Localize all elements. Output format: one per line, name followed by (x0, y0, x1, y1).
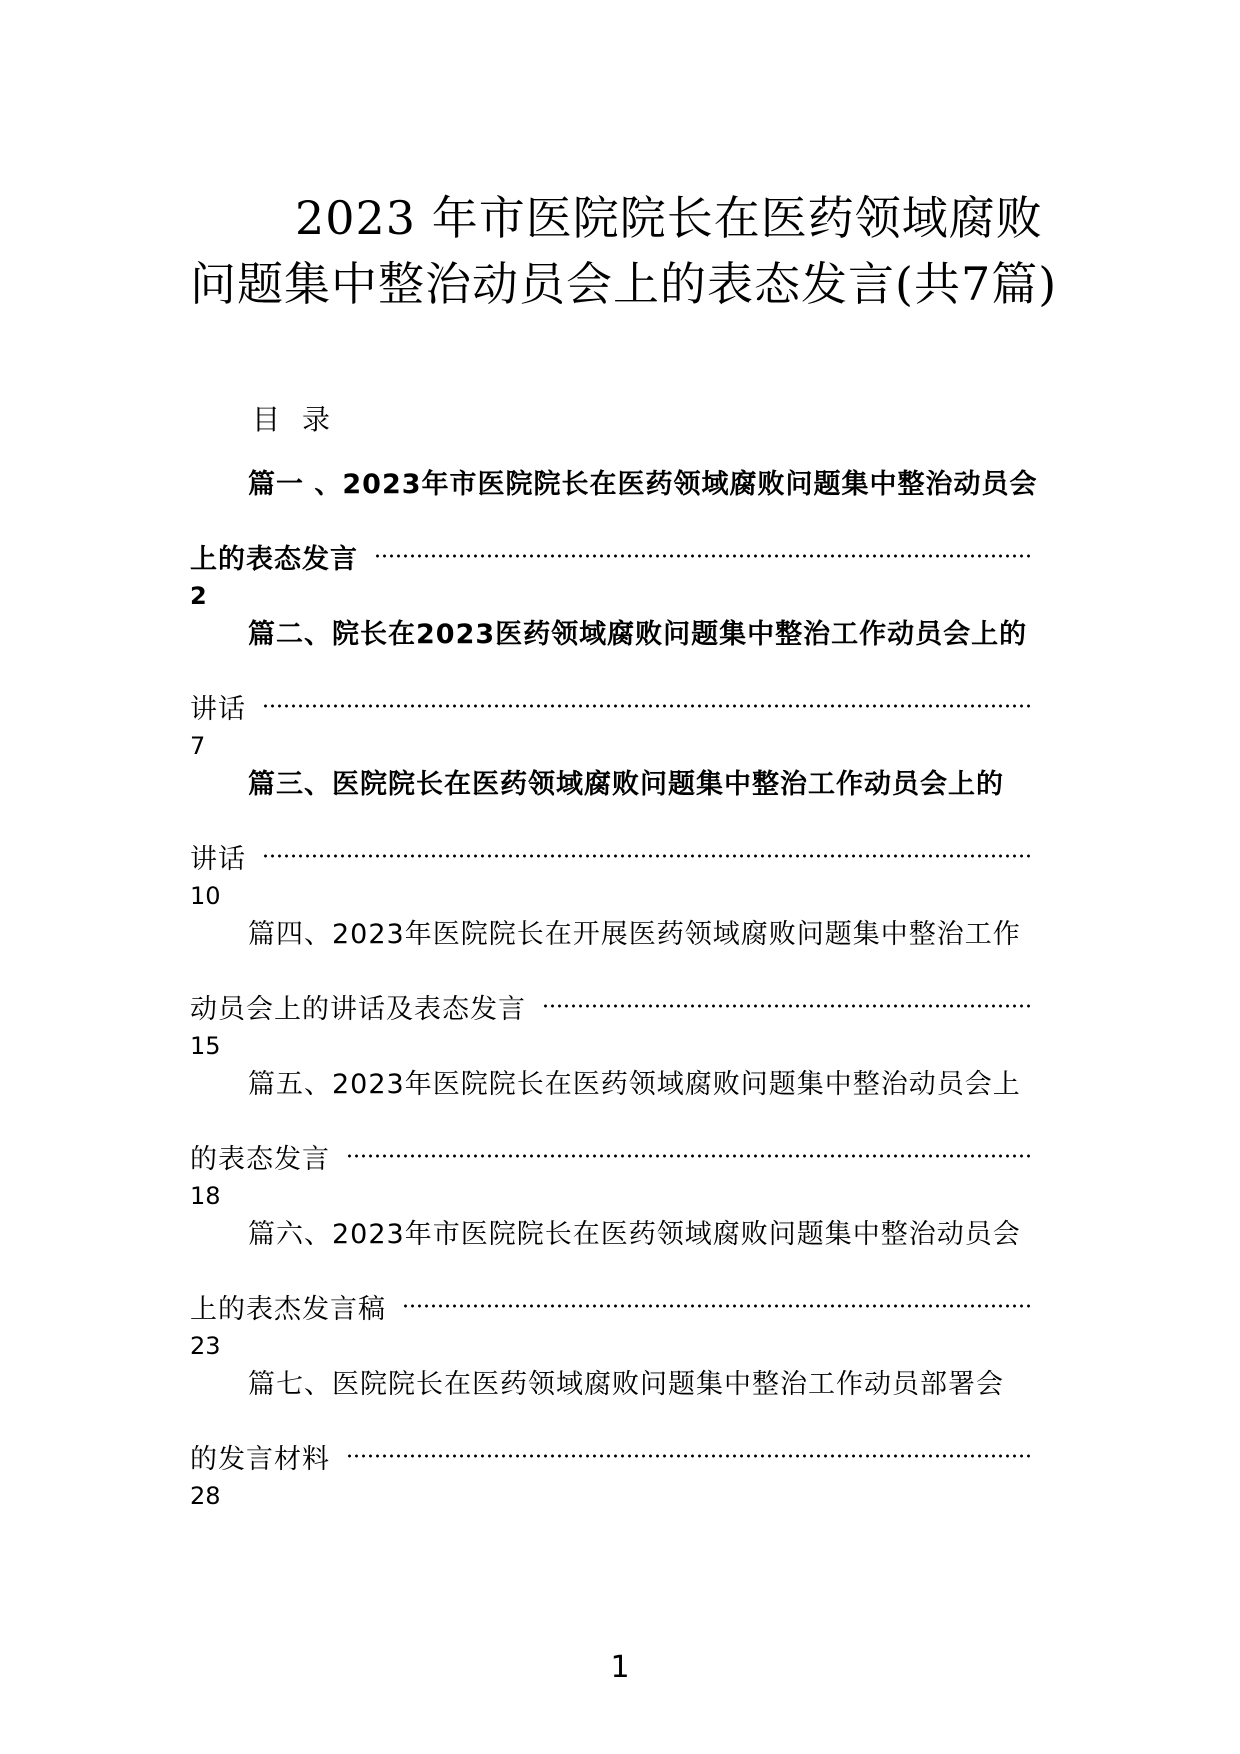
toc-entry-line2 (190, 838, 1030, 874)
toc-entry-title-cont: 讲话 (190, 843, 246, 875)
toc-entry-title-cont: 动员会上的讲话及表态发言 (190, 993, 526, 1025)
toc-heading: 目录 (252, 403, 353, 436)
toc-entry-page: 23 (190, 1332, 221, 1360)
toc-entry-title-cont: 的发言材料 (190, 1443, 330, 1475)
toc-entry-line2 (190, 988, 1030, 1024)
toc-entry-title-cont: 的表态发言 (190, 1143, 330, 1175)
toc-entry-page: 18 (190, 1182, 221, 1210)
dot-leader (262, 854, 1030, 858)
toc-entry-line2 (190, 1138, 1030, 1174)
toc-entry-title: 篇七、医院院长在医药领域腐败问题集中整治工作动员部署会 (248, 1369, 1004, 1400)
dot-leader (346, 1454, 1030, 1458)
toc-entry-line2 (190, 538, 1030, 574)
toc-entry-line2 (190, 1438, 1030, 1474)
dot-leader (262, 704, 1030, 708)
toc-entry-title-cont: 上的表杰发言稿 (190, 1293, 386, 1325)
toc-entry-title-cont: 讲话 (190, 693, 246, 725)
toc-entry-title: 篇三、医院院长在医药领域腐败问题集中整治工作动员会上的 (248, 769, 1004, 800)
toc-entry-page: 28 (190, 1482, 221, 1510)
dot-leader (542, 1004, 1030, 1008)
toc-entry-title: 篇一 、2023年市医院院长在医药领域腐败问题集中整治动员会 (248, 469, 1038, 500)
toc-entry-title: 篇五、2023年医院院长在医药领域腐败问题集中整治动员会上 (248, 1069, 1021, 1100)
dot-leader (374, 554, 1030, 558)
dot-leader (346, 1154, 1030, 1158)
dot-leader (402, 1304, 1030, 1308)
toc-entry-line2 (190, 1288, 1030, 1324)
toc-entry-title: 篇六、2023年市医院院长在医药领域腐败问题集中整治动员会 (248, 1219, 1021, 1250)
toc-entry-title-cont: 上的表态发言 (190, 543, 358, 575)
toc-entry-page: 10 (190, 882, 221, 910)
toc-entry-line2 (190, 688, 1030, 724)
toc-entry-page: 7 (190, 732, 206, 760)
toc-entry-title: 篇四、2023年医院院长在开展医药领域腐败问题集中整治工作 (248, 919, 1021, 950)
toc-entry-title: 篇二、院长在2023医药领域腐败问题集中整治工作动员会上的 (248, 619, 1028, 650)
toc-entry-page: 15 (190, 1032, 221, 1060)
document-title: 2023 年市医院院长在医药领域腐败问题集中整治动员会上的表态发言(共7篇) (190, 191, 1058, 311)
toc-entry-page: 2 (190, 582, 207, 610)
page-number: 1 (610, 1650, 630, 1685)
